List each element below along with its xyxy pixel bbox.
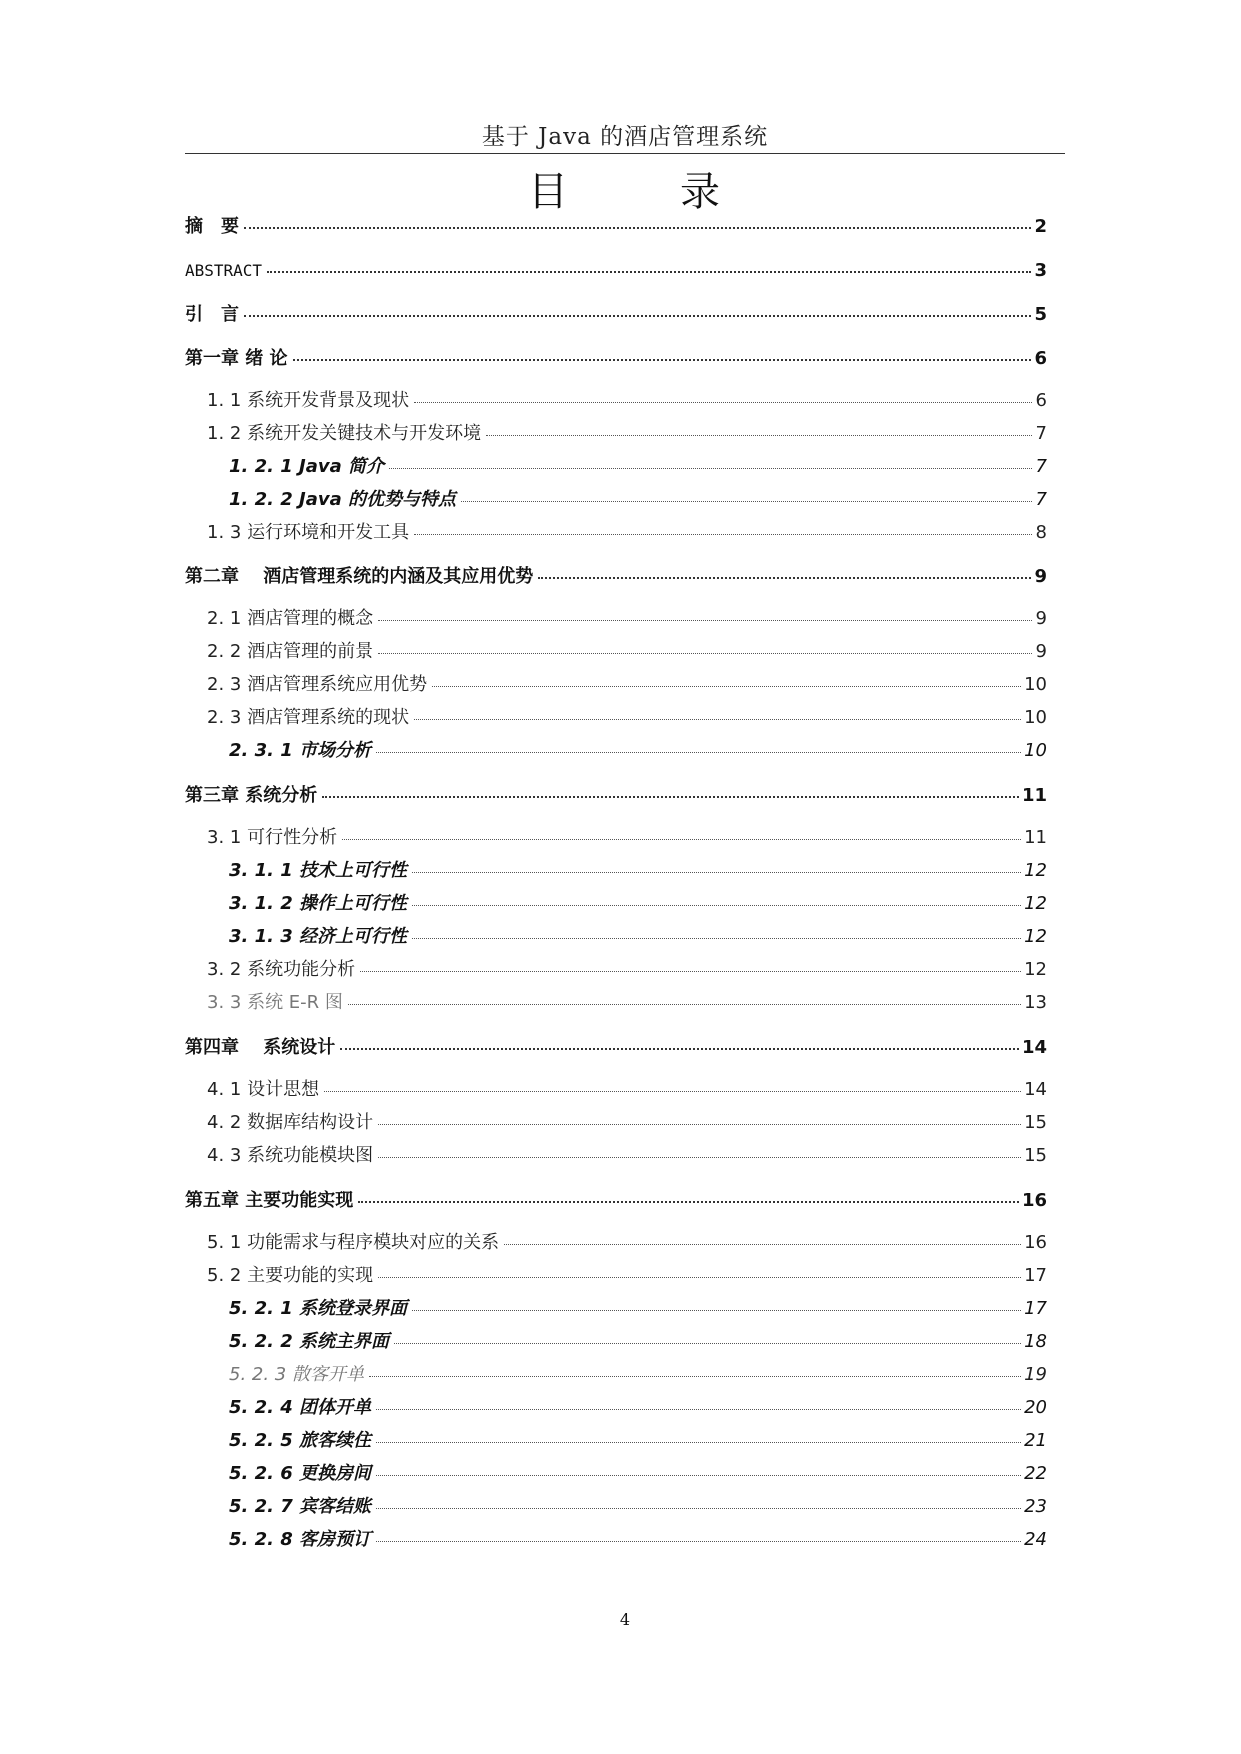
toc-entry-1-3[interactable] xyxy=(185,517,1047,545)
dot-leader xyxy=(378,1257,1021,1278)
toc-entry-1-2-2[interactable] xyxy=(185,484,1047,512)
toc-entry-1-2[interactable] xyxy=(185,418,1047,446)
dot-leader xyxy=(461,481,1032,502)
toc-entry-page: 15 xyxy=(1024,1145,1047,1166)
dot-leader xyxy=(389,448,1032,469)
toc-entry-label: 2. 3 酒店管理系统应用优势 xyxy=(207,674,428,695)
toc-entry-5-2-4[interactable] xyxy=(185,1392,1047,1420)
toc-entry-label: 5. 2 主要功能的实现 xyxy=(207,1265,374,1286)
toc-entry-page: 11 xyxy=(1021,785,1047,806)
toc-entry-label: 2. 3. 1 市场分析 xyxy=(229,740,372,761)
toc-title-char-1: 目 xyxy=(528,169,570,215)
toc-entry-label: 引 言 xyxy=(185,304,239,325)
toc-entry-label: 4. 1 设计思想 xyxy=(207,1079,320,1100)
toc-entry-label: 3. 1 可行性分析 xyxy=(207,827,338,848)
toc-entry-4-2[interactable] xyxy=(185,1107,1047,1135)
toc-entry-page: 10 xyxy=(1024,707,1047,728)
toc-entry-page: 11 xyxy=(1024,827,1047,848)
toc-entry-label: 3. 3 系统 E-R 图 xyxy=(207,992,343,1013)
dot-leader xyxy=(369,1356,1021,1377)
toc-entry-label: 2. 3 酒店管理系统的现状 xyxy=(207,707,410,728)
toc-entry-page: 15 xyxy=(1024,1112,1047,1133)
toc-entry-label: 第四章 系统设计 xyxy=(185,1037,336,1058)
toc-entry-5-2-3[interactable] xyxy=(185,1359,1047,1387)
toc-entry-page: 23 xyxy=(1024,1496,1047,1517)
toc-entry-label: 4. 2 数据库结构设计 xyxy=(207,1112,374,1133)
dot-leader xyxy=(394,1323,1021,1344)
dot-leader xyxy=(358,1181,1019,1203)
toc-entry-page: 3 xyxy=(1034,260,1047,281)
dot-leader xyxy=(348,984,1021,1005)
toc-entry-label: 3. 1. 3 经济上可行性 xyxy=(229,926,408,947)
dot-leader xyxy=(412,918,1021,939)
dot-leader xyxy=(414,382,1032,403)
toc-entry-page: 6 xyxy=(1035,390,1047,411)
toc-entry-label: 1. 2. 2 Java 的优势与特点 xyxy=(229,489,457,510)
toc-entry-3-1-3[interactable] xyxy=(185,921,1047,949)
toc-entry-label: 第二章 酒店管理系统的内涵及其应用优势 xyxy=(185,566,534,587)
toc-title-char-2: 录 xyxy=(680,169,722,215)
toc-entry-3-1-2[interactable] xyxy=(185,888,1047,916)
toc-entry-page: 13 xyxy=(1024,992,1047,1013)
toc-entry-label: 5. 2. 8 客房预订 xyxy=(229,1529,372,1550)
dot-leader xyxy=(376,732,1021,753)
toc-entry-5-2-5[interactable] xyxy=(185,1425,1047,1453)
toc-entry-5-1[interactable] xyxy=(185,1227,1047,1255)
toc-entry-3-1-1[interactable] xyxy=(185,855,1047,883)
dot-leader xyxy=(340,1028,1019,1050)
toc-entry-2-2[interactable] xyxy=(185,636,1047,664)
dot-leader xyxy=(376,1521,1021,1542)
toc-entry-page: 9 xyxy=(1035,641,1047,662)
dot-leader xyxy=(267,251,1031,273)
toc-entry-page: 21 xyxy=(1024,1430,1047,1451)
toc-entry-5-2[interactable] xyxy=(185,1260,1047,1288)
toc-entry-label: 2. 1 酒店管理的概念 xyxy=(207,608,374,629)
dot-leader xyxy=(414,699,1021,720)
dot-leader xyxy=(538,557,1031,579)
toc-entry-chapter-4[interactable] xyxy=(185,1031,1047,1059)
toc-entry-page: 12 xyxy=(1024,893,1047,914)
toc-entry-page: 2 xyxy=(1034,216,1047,237)
dot-leader xyxy=(378,600,1032,621)
toc-entry-page: 12 xyxy=(1024,959,1047,980)
toc-entry-page: 8 xyxy=(1035,522,1047,543)
dot-leader xyxy=(324,1071,1021,1092)
toc-entry-label: 5. 2. 1 系统登录界面 xyxy=(229,1298,408,1319)
toc-entry-page: 22 xyxy=(1024,1463,1047,1484)
toc-entry-2-1[interactable] xyxy=(185,603,1047,631)
toc-entry-page: 5 xyxy=(1034,304,1047,325)
running-header: 基于 Java 的酒店管理系统 xyxy=(481,124,769,150)
toc-entry-5-2-7[interactable] xyxy=(185,1491,1047,1519)
toc-entry-label: 2. 2 酒店管理的前景 xyxy=(207,641,374,662)
toc-entry-4-3[interactable] xyxy=(185,1140,1047,1168)
toc-entry-label: 5. 1 功能需求与程序模块对应的关系 xyxy=(207,1232,500,1253)
toc-entry-introduction[interactable] xyxy=(185,298,1047,326)
dot-leader xyxy=(486,415,1032,436)
toc-entry-5-2-8[interactable] xyxy=(185,1524,1047,1552)
dot-leader xyxy=(322,776,1019,798)
dot-leader xyxy=(376,1455,1021,1476)
toc-entry-2-3-1[interactable] xyxy=(185,735,1047,763)
toc-entry-label: 5. 2. 4 团体开单 xyxy=(229,1397,372,1418)
toc-entry-page: 10 xyxy=(1024,740,1047,761)
toc-entry-5-2-6[interactable] xyxy=(185,1458,1047,1486)
toc-entry-5-2-1[interactable] xyxy=(185,1293,1047,1321)
toc-entry-label: 1. 2. 1 Java 简介 xyxy=(229,456,385,477)
toc-entry-label: 4. 3 系统功能模块图 xyxy=(207,1145,374,1166)
toc-entry-label: 5. 2. 5 旅客续住 xyxy=(229,1430,372,1451)
dot-leader xyxy=(432,666,1021,687)
toc-entry-page: 16 xyxy=(1024,1232,1047,1253)
dot-leader xyxy=(342,819,1021,840)
toc-entry-abstract-cn[interactable] xyxy=(185,210,1047,238)
toc-entry-page: 10 xyxy=(1024,674,1047,695)
toc-entry-4-1[interactable] xyxy=(185,1074,1047,1102)
toc-entry-1-2-1[interactable] xyxy=(185,451,1047,479)
toc-entry-page: 14 xyxy=(1021,1037,1047,1058)
toc-entry-label: 3. 2 系统功能分析 xyxy=(207,959,356,980)
toc-entry-label: 5. 2. 6 更换房间 xyxy=(229,1463,372,1484)
toc-entry-3-1[interactable] xyxy=(185,822,1047,850)
toc-entry-page: 7 xyxy=(1035,456,1047,477)
dot-leader xyxy=(412,852,1021,873)
dot-leader xyxy=(376,1389,1021,1410)
toc-entry-label: 5. 2. 2 系统主界面 xyxy=(229,1331,390,1352)
dot-leader xyxy=(378,1104,1021,1125)
dot-leader xyxy=(412,885,1021,906)
toc-entry-page: 7 xyxy=(1035,423,1047,444)
toc-entry-label: 3. 1. 2 操作上可行性 xyxy=(229,893,408,914)
toc-entry-page: 9 xyxy=(1034,566,1047,587)
toc-entry-chapter-3[interactable] xyxy=(185,779,1047,807)
toc-entry-label: 第一章 绪 论 xyxy=(185,348,288,369)
toc-entry-2-3b[interactable] xyxy=(185,702,1047,730)
toc-entry-3-2[interactable] xyxy=(185,954,1047,982)
toc-entry-page: 16 xyxy=(1021,1190,1047,1211)
toc-entry-page: 17 xyxy=(1024,1265,1047,1286)
dot-leader xyxy=(376,1422,1021,1443)
dot-leader xyxy=(378,1137,1021,1158)
toc-entry-1-1[interactable] xyxy=(185,385,1047,413)
toc-entry-label: ABSTRACT xyxy=(185,261,263,280)
toc-entry-page: 12 xyxy=(1024,926,1047,947)
dot-leader xyxy=(360,951,1021,972)
dot-leader xyxy=(293,339,1032,361)
toc-entry-label: 5. 2. 7 宾客结账 xyxy=(229,1496,372,1517)
toc-entry-label: 摘 要 xyxy=(185,216,239,237)
toc-entry-2-3[interactable] xyxy=(185,669,1047,697)
toc-entry-page: 12 xyxy=(1024,860,1047,881)
toc-entry-page: 17 xyxy=(1024,1298,1047,1319)
dot-leader xyxy=(412,1290,1021,1311)
toc-entry-label: 第三章 系统分析 xyxy=(185,785,318,806)
toc-entry-chapter-5[interactable] xyxy=(185,1184,1047,1212)
toc-entry-page: 20 xyxy=(1024,1397,1047,1418)
toc-entry-page: 9 xyxy=(1035,608,1047,629)
toc-entry-page: 24 xyxy=(1024,1529,1047,1550)
page-number: 4 xyxy=(619,1610,631,1629)
toc-entry-3-3[interactable] xyxy=(185,987,1047,1015)
toc-entry-5-2-2[interactable] xyxy=(185,1326,1047,1354)
dot-leader xyxy=(244,207,1031,229)
toc-entry-chapter-1[interactable] xyxy=(185,342,1047,370)
toc-entry-label: 第五章 主要功能实现 xyxy=(185,1190,354,1211)
toc-entry-abstract-en[interactable] xyxy=(185,254,1047,282)
dot-leader xyxy=(244,295,1031,317)
dot-leader xyxy=(376,1488,1021,1509)
dot-leader xyxy=(378,633,1032,654)
toc-entry-label: 3. 1. 1 技术上可行性 xyxy=(229,860,408,881)
toc-entry-label: 1. 2 系统开发关键技术与开发环境 xyxy=(207,423,482,444)
toc-entry-label: 1. 3 运行环境和开发工具 xyxy=(207,522,410,543)
toc-entry-page: 18 xyxy=(1024,1331,1047,1352)
toc-entry-page: 14 xyxy=(1024,1079,1047,1100)
toc-entry-page: 7 xyxy=(1035,489,1047,510)
toc-entry-page: 6 xyxy=(1034,348,1047,369)
header-divider xyxy=(185,153,1065,154)
toc-entry-label: 1. 1 系统开发背景及现状 xyxy=(207,390,410,411)
toc-entry-label: 5. 2. 3 散客开单 xyxy=(229,1364,364,1385)
dot-leader xyxy=(504,1224,1021,1245)
toc-entry-page: 19 xyxy=(1024,1364,1047,1385)
toc-entry-chapter-2[interactable] xyxy=(185,560,1047,588)
dot-leader xyxy=(414,514,1032,535)
